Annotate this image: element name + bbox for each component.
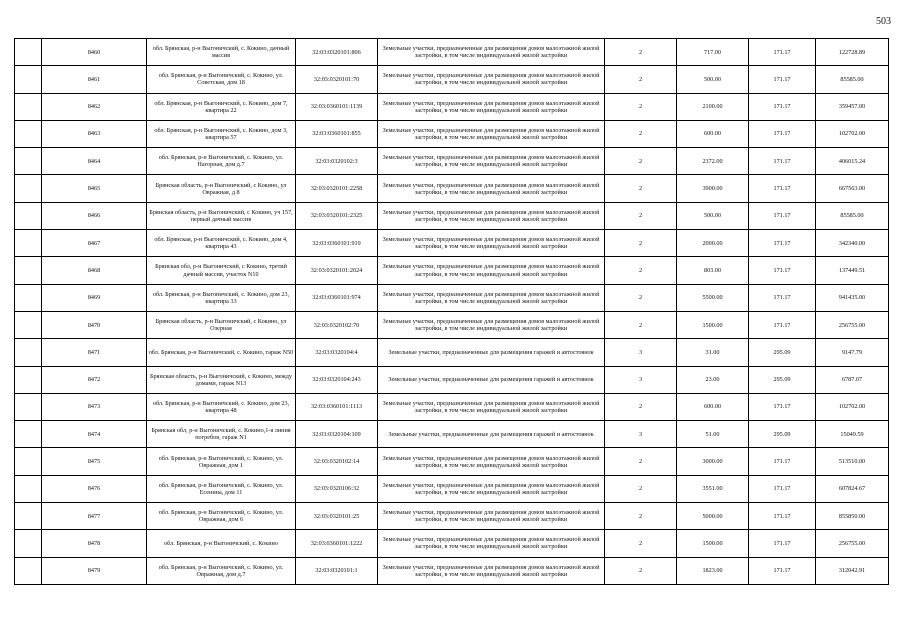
land-use-cell: Земельные участки, предназначенные для размещения гаражей и автостоянок (378, 366, 605, 393)
row-number-cell: 8479 (42, 557, 147, 584)
row-number-cell: 8461 (42, 66, 147, 93)
area-cell: 31.00 (677, 339, 749, 366)
cadastral-number-cell: 32:03:0320101:2024 (296, 257, 378, 284)
address-cell: обл. Брянская, р-н Выгоничский, с. Кокино, дом 23, квартира 48 (147, 393, 296, 420)
area-cell: 500.00 (677, 66, 749, 93)
table-body (15, 39, 889, 585)
group-cell: 3 (605, 339, 677, 366)
address-cell: Брянская область, р-н Выгоничский, с Кокино, ул Озерная (147, 311, 296, 338)
cadastral-number-cell: 32:03:0320102:14 (296, 448, 378, 475)
row-number-cell: 8470 (42, 311, 147, 338)
cadastral-value-cell: 9147.79 (816, 339, 889, 366)
cadastral-value-cell: 406015.24 (816, 148, 889, 175)
area-cell: 2372.00 (677, 148, 749, 175)
row-number-cell: 8460 (42, 39, 147, 66)
blank-cell (15, 284, 42, 311)
blank-cell (15, 366, 42, 393)
table-row (15, 120, 889, 147)
cadastral-number-cell: 32:03:0320102:3 (296, 148, 378, 175)
land-registry-table (14, 38, 889, 585)
cadastral-value-cell: 256755.00 (816, 311, 889, 338)
area-cell: 1823.00 (677, 557, 749, 584)
area-cell: 2000.00 (677, 230, 749, 257)
cadastral-number-cell: 32:03:0320101:806 (296, 39, 378, 66)
area-cell: 3000.00 (677, 448, 749, 475)
cadastral-value-cell: 513510.00 (816, 448, 889, 475)
cadastral-value-cell: 102702.00 (816, 393, 889, 420)
table-row (15, 175, 889, 202)
rate-cell: 171.17 (749, 66, 816, 93)
address-cell: обл. Брянская, р-н Выгоничский, с. Кокино, дом 3, квартира 57 (147, 120, 296, 147)
area-cell: 51.00 (677, 421, 749, 448)
blank-cell (15, 39, 42, 66)
rate-cell: 171.17 (749, 230, 816, 257)
rate-cell: 171.17 (749, 284, 816, 311)
group-cell: 2 (605, 148, 677, 175)
land-use-cell: Земельные участки, предназначенные для размещения домов малоэтажной жилой застройки, в том числе индивидуальной жилой застройки (378, 257, 605, 284)
group-cell: 2 (605, 557, 677, 584)
row-number-cell: 8463 (42, 120, 147, 147)
page-number: 503 (876, 16, 891, 27)
area-cell: 500.00 (677, 202, 749, 229)
group-cell: 2 (605, 257, 677, 284)
group-cell: 2 (605, 393, 677, 420)
rate-cell: 171.17 (749, 503, 816, 530)
cadastral-value-cell: 667563.00 (816, 175, 889, 202)
cadastral-number-cell: 32:03:0320101:70 (296, 66, 378, 93)
address-cell: обл. Брянская, р-н Выгоничский, с. Кокино (147, 530, 296, 557)
row-number-cell: 8467 (42, 230, 147, 257)
cadastral-value-cell: 941435.00 (816, 284, 889, 311)
address-cell: обл. Брянская, р-н Выгоничский, с. Кокино, гараж N50 (147, 339, 296, 366)
address-cell: обл. Брянская, р-н Выгоничский, с. Кокино, ул. Овражная, дом 6 (147, 503, 296, 530)
rate-cell: 295.09 (749, 366, 816, 393)
table-row (15, 202, 889, 229)
group-cell: 2 (605, 93, 677, 120)
land-use-cell: Земельные участки, предназначенные для размещения домов малоэтажной жилой застройки, в том числе индивидуальной жилой застройки (378, 284, 605, 311)
table-row (15, 503, 889, 530)
group-cell: 2 (605, 120, 677, 147)
area-cell: 803.00 (677, 257, 749, 284)
address-cell: Брянская область, р-н Выгоничский, с Кокино, ул Овражная, д 8 (147, 175, 296, 202)
address-cell: обл. Брянская, р-н Выгоничский, с. Кокино, дом 7, квартира 22 (147, 93, 296, 120)
rate-cell: 171.17 (749, 475, 816, 502)
table-row (15, 339, 889, 366)
table-row (15, 66, 889, 93)
cadastral-value-cell: 137449.51 (816, 257, 889, 284)
land-use-cell: Земельные участки, предназначенные для размещения домов малоэтажной жилой застройки, в том числе индивидуальной жилой застройки (378, 148, 605, 175)
blank-cell (15, 557, 42, 584)
cadastral-value-cell: 15049.59 (816, 421, 889, 448)
area-cell: 1500.00 (677, 530, 749, 557)
group-cell: 2 (605, 284, 677, 311)
table-row (15, 530, 889, 557)
rate-cell: 171.17 (749, 120, 816, 147)
group-cell: 2 (605, 66, 677, 93)
table-row (15, 257, 889, 284)
address-cell: обл. Брянская, р-н Выгоничский, с. Кокино, дом 23, квартира 33 (147, 284, 296, 311)
cadastral-number-cell: 32:03:0320106:32 (296, 475, 378, 502)
row-number-cell: 8477 (42, 503, 147, 530)
row-number-cell: 8469 (42, 284, 147, 311)
area-cell: 717.00 (677, 39, 749, 66)
rate-cell: 171.17 (749, 202, 816, 229)
address-cell: обл. Брянская, р-н Выгоничский, с. Кокино, ул. Овражная, дом 1 (147, 448, 296, 475)
address-cell: Брянская обл, р-н Выгоничский, с Кокино, третий дачный массив, участок N10 (147, 257, 296, 284)
row-number-cell: 8472 (42, 366, 147, 393)
cadastral-number-cell: 32:03:0360101:974 (296, 284, 378, 311)
table-row (15, 393, 889, 420)
area-cell: 2100.00 (677, 93, 749, 120)
address-cell: Брянская область, р-н Выгоничский, с Кокино, между домами, гараж N13 (147, 366, 296, 393)
area-cell: 1500.00 (677, 311, 749, 338)
land-use-cell: Земельные участки, предназначенные для размещения домов малоэтажной жилой застройки, в том числе индивидуальной жилой застройки (378, 530, 605, 557)
table-row (15, 366, 889, 393)
blank-cell (15, 66, 42, 93)
cadastral-value-cell: 122728.89 (816, 39, 889, 66)
cadastral-number-cell: 32:03:0320101:25 (296, 503, 378, 530)
cadastral-value-cell: 359457.00 (816, 93, 889, 120)
row-number-cell: 8476 (42, 475, 147, 502)
land-use-cell: Земельные участки, предназначенные для размещения домов малоэтажной жилой застройки, в том числе индивидуальной жилой застройки (378, 120, 605, 147)
blank-cell (15, 393, 42, 420)
blank-cell (15, 503, 42, 530)
table-row (15, 311, 889, 338)
cadastral-value-cell: 256755.00 (816, 530, 889, 557)
land-use-cell: Земельные участки, предназначенные для размещения домов малоэтажной жилой застройки, в том числе индивидуальной жилой застройки (378, 557, 605, 584)
cadastral-number-cell: 32:03:0360101:855 (296, 120, 378, 147)
land-use-cell: Земельные участки, предназначенные для размещения домов малоэтажной жилой застройки, в том числе индивидуальной жилой застройки (378, 503, 605, 530)
address-cell: обл. Брянская, р-н Выгоничский, с. Кокино, дом 4, квартира 43 (147, 230, 296, 257)
cadastral-number-cell: 32:03:0320101:2258 (296, 175, 378, 202)
cadastral-number-cell: 32:03:0360101:1222 (296, 530, 378, 557)
table-row (15, 39, 889, 66)
area-cell: 3551.00 (677, 475, 749, 502)
table-row (15, 421, 889, 448)
row-number-cell: 8478 (42, 530, 147, 557)
blank-cell (15, 421, 42, 448)
group-cell: 2 (605, 311, 677, 338)
cadastral-number-cell: 32:03:0320102:70 (296, 311, 378, 338)
blank-cell (15, 339, 42, 366)
group-cell: 2 (605, 475, 677, 502)
group-cell: 2 (605, 175, 677, 202)
land-use-cell: Земельные участки, предназначенные для размещения домов малоэтажной жилой застройки, в том числе индивидуальной жилой застройки (378, 66, 605, 93)
row-number-cell: 8468 (42, 257, 147, 284)
group-cell: 2 (605, 202, 677, 229)
rate-cell: 171.17 (749, 557, 816, 584)
cadastral-value-cell: 6787.07 (816, 366, 889, 393)
land-use-cell: Земельные участки, предназначенные для размещения домов малоэтажной жилой застройки, в том числе индивидуальной жилой застройки (378, 393, 605, 420)
group-cell: 2 (605, 503, 677, 530)
table-row (15, 284, 889, 311)
rate-cell: 295.09 (749, 421, 816, 448)
table-row (15, 557, 889, 584)
blank-cell (15, 148, 42, 175)
area-cell: 5000.00 (677, 503, 749, 530)
area-cell: 5500.00 (677, 284, 749, 311)
area-cell: 23.00 (677, 366, 749, 393)
cadastral-value-cell: 85585.00 (816, 66, 889, 93)
rate-cell: 171.17 (749, 448, 816, 475)
table-row (15, 475, 889, 502)
row-number-cell: 8465 (42, 175, 147, 202)
land-use-cell: Земельные участки, предназначенные для размещения гаражей и автостоянок (378, 339, 605, 366)
blank-cell (15, 311, 42, 338)
cadastral-number-cell: 32:03:0320104:109 (296, 421, 378, 448)
group-cell: 3 (605, 421, 677, 448)
blank-cell (15, 120, 42, 147)
table-row (15, 230, 889, 257)
land-use-cell: Земельные участки, предназначенные для размещения домов малоэтажной жилой застройки, в том числе индивидуальной жилой застройки (378, 230, 605, 257)
rate-cell: 171.17 (749, 257, 816, 284)
blank-cell (15, 175, 42, 202)
group-cell: 3 (605, 366, 677, 393)
address-cell: обл. Брянская, р-н Выгоничский, с. Кокино, ул. Нагорная, дом д.7 (147, 148, 296, 175)
rate-cell: 171.17 (749, 39, 816, 66)
blank-cell (15, 93, 42, 120)
rate-cell: 295.09 (749, 339, 816, 366)
area-cell: 600.00 (677, 120, 749, 147)
group-cell: 2 (605, 230, 677, 257)
address-cell: обл. Брянская, р-н Выгоничский, с. Кокино, дачный массив (147, 39, 296, 66)
row-number-cell: 8471 (42, 339, 147, 366)
land-use-cell: Земельные участки, предназначенные для размещения домов малоэтажной жилой застройки, в том числе индивидуальной жилой застройки (378, 475, 605, 502)
land-use-cell: Земельные участки, предназначенные для размещения домов малоэтажной жилой застройки, в том числе индивидуальной жилой застройки (378, 311, 605, 338)
blank-cell (15, 230, 42, 257)
cadastral-number-cell: 32:03:0360101:1113 (296, 393, 378, 420)
cadastral-number-cell: 32:03:0320104:243 (296, 366, 378, 393)
land-use-cell: Земельные участки, предназначенные для размещения домов малоэтажной жилой застройки, в том числе индивидуальной жилой застройки (378, 39, 605, 66)
cadastral-value-cell: 342340.00 (816, 230, 889, 257)
blank-cell (15, 202, 42, 229)
rate-cell: 171.17 (749, 530, 816, 557)
rate-cell: 171.17 (749, 93, 816, 120)
rate-cell: 171.17 (749, 393, 816, 420)
rate-cell: 171.17 (749, 311, 816, 338)
blank-cell (15, 530, 42, 557)
cadastral-value-cell: 312042.91 (816, 557, 889, 584)
rate-cell: 171.17 (749, 148, 816, 175)
area-cell: 600.00 (677, 393, 749, 420)
address-cell: обл. Брянская, р-н Выгоничский, с. Кокино, ул. Есенина, дом 11 (147, 475, 296, 502)
address-cell: обл. Брянская, р-н Выгоничский, с. Кокино, ул. Советская, дом 18 (147, 66, 296, 93)
cadastral-number-cell: 32:03:0360101:919 (296, 230, 378, 257)
blank-cell (15, 257, 42, 284)
table-row (15, 148, 889, 175)
table-row (15, 93, 889, 120)
cadastral-value-cell: 855850.00 (816, 503, 889, 530)
address-cell: Брянская обл, р-н Выгоничский, с. Кокино,1-я линия погребов, гараж N1 (147, 421, 296, 448)
table-row (15, 448, 889, 475)
row-number-cell: 8466 (42, 202, 147, 229)
cadastral-number-cell: 32:03:0320101:1 (296, 557, 378, 584)
cadastral-number-cell: 32:03:0320101:2325 (296, 202, 378, 229)
land-use-cell: Земельные участки, предназначенные для размещения домов малоэтажной жилой застройки, в том числе индивидуальной жилой застройки (378, 202, 605, 229)
cadastral-number-cell: 32:03:0320104:4 (296, 339, 378, 366)
land-use-cell: Земельные участки, предназначенные для размещения гаражей и автостоянок (378, 421, 605, 448)
cadastral-value-cell: 102702.00 (816, 120, 889, 147)
row-number-cell: 8464 (42, 148, 147, 175)
group-cell: 2 (605, 39, 677, 66)
row-number-cell: 8462 (42, 93, 147, 120)
group-cell: 2 (605, 530, 677, 557)
address-cell: Брянская область, р-н Выгоничский, с Кокино, уч 157, первый дачный массив (147, 202, 296, 229)
land-use-cell: Земельные участки, предназначенные для размещения домов малоэтажной жилой застройки, в том числе индивидуальной жилой застройки (378, 448, 605, 475)
cadastral-value-cell: 607824.67 (816, 475, 889, 502)
row-number-cell: 8475 (42, 448, 147, 475)
land-use-cell: Земельные участки, предназначенные для размещения домов малоэтажной жилой застройки, в том числе индивидуальной жилой застройки (378, 175, 605, 202)
address-cell: обл. Брянская, р-н Выгоничский, с. Кокино, ул. Овражная, дом д.7 (147, 557, 296, 584)
cadastral-value-cell: 85585.00 (816, 202, 889, 229)
blank-cell (15, 448, 42, 475)
area-cell: 3900.00 (677, 175, 749, 202)
group-cell: 2 (605, 448, 677, 475)
cadastral-number-cell: 32:03:0360101:1139 (296, 93, 378, 120)
row-number-cell: 8473 (42, 393, 147, 420)
land-use-cell: Земельные участки, предназначенные для размещения домов малоэтажной жилой застройки, в том числе индивидуальной жилой застройки (378, 93, 605, 120)
blank-cell (15, 475, 42, 502)
rate-cell: 171.17 (749, 175, 816, 202)
row-number-cell: 8474 (42, 421, 147, 448)
